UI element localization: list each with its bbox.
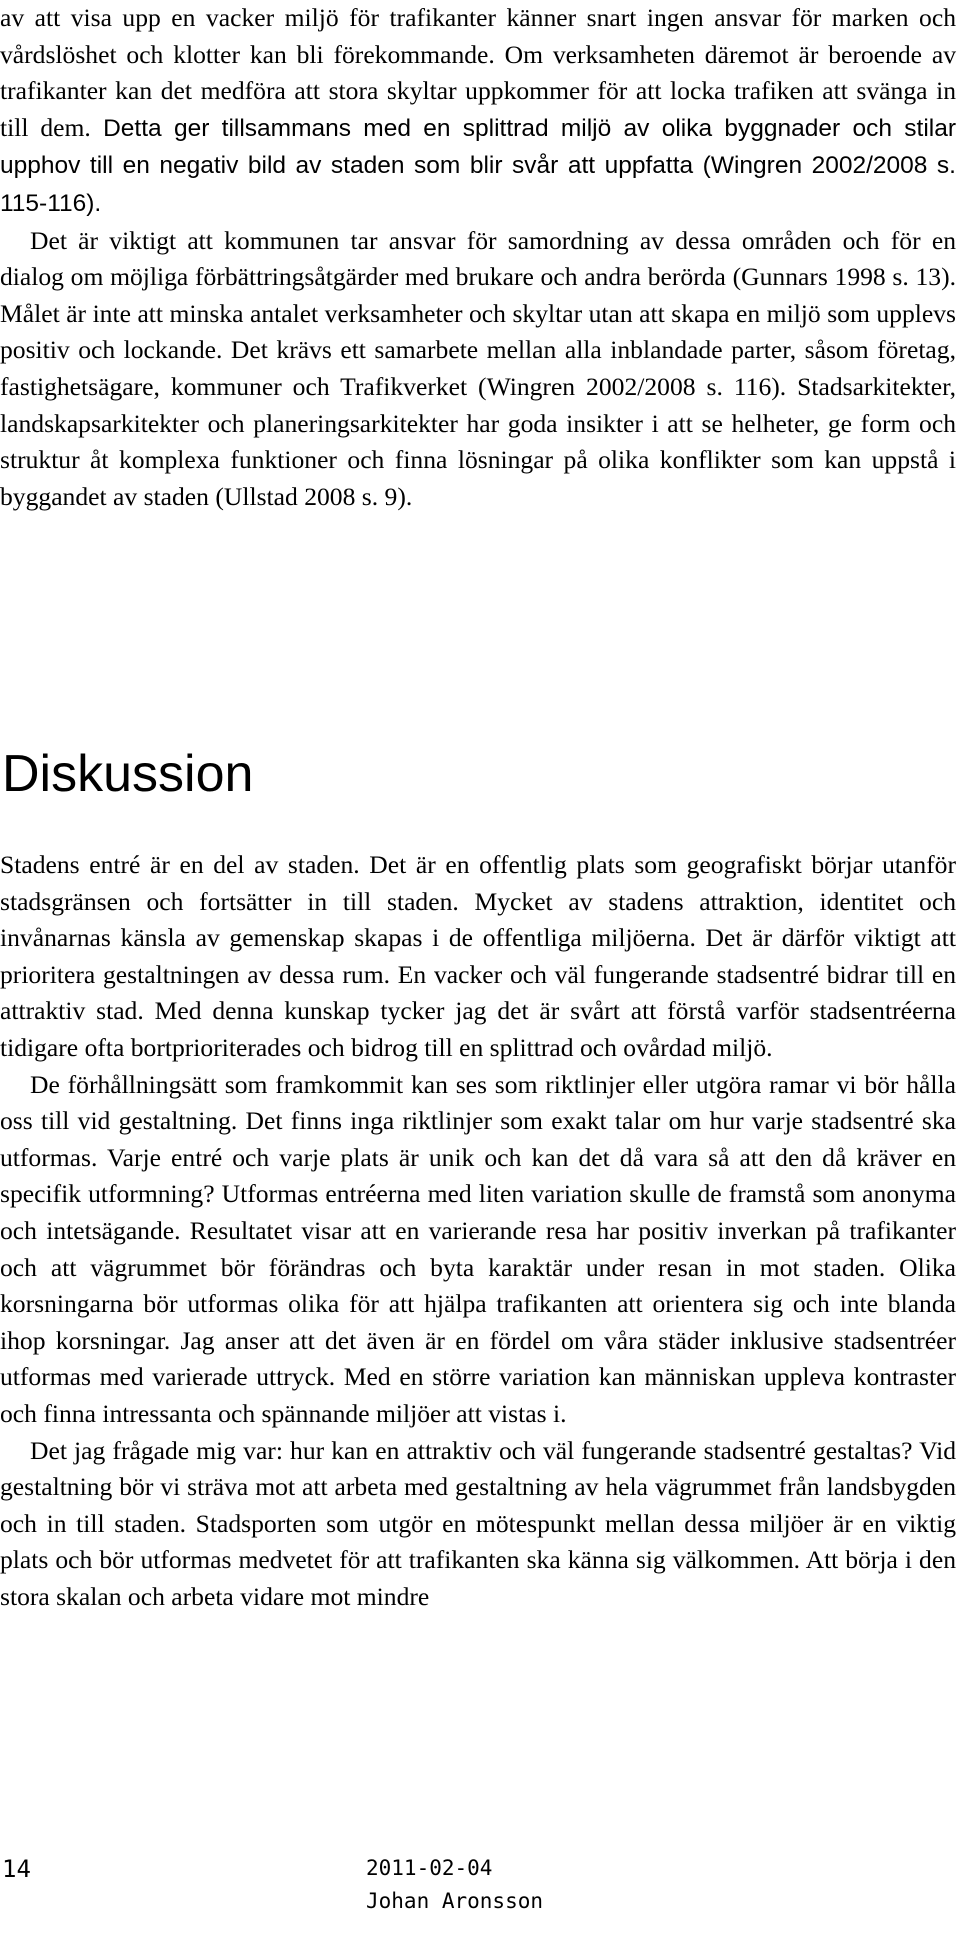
body-section-top [0,0,956,515]
paragraph: De förhållningsätt som framkommit kan ses som riktlinjer eller utgöra ramar vi bör hålla oss till vid gestaltning. Det finns inga riktlinjer som exakt talar om hur varje stadsentré ska utformas. Varje entré och varje plats är unik och kan det då vara så att den då kräver en specifik utformning? Utformas entréerna med liten variation skulle de framstå som anonyma och intetsägande. Resultatet visar att en varierande resa har positiv inverkan på trafikanter och att vägrummet bör förändras och byta karaktär under resan in mot staden. Olika korsningarna bör utformas olika för att hjälpa trafikanten att orientera sig och inte blanda ihop korsningar. Jag anser att det även är en fördel om våra städer inklusive stadsentréer utformas med varierade uttryck. Med en större variation kan människan uppleva kontraster och finna intressanta och spännande miljöer att vistas i. [0,1069,956,1428]
footer-date: 2011-02-04 [366,1856,493,1880]
paragraph: Det är viktigt att kommunen tar ansvar för samordning av dessa områden och för en dialog om möjliga förbättringsåtgärder med brukare och andra berörda (Gunnars 1998 s. 13). Målet är inte att minska antalet verksamheter och skyltar utan att skapa en miljö som upplevs positiv och lockande. Det krävs ett samarbete mellan alla inblandade parter, såsom företag, fastighetsägare, kommuner och Trafikverket (Wingren 2002/2008 s. 116). Stadsarkitekter, landskapsarkitekter och planeringsarkitekter har goda insikter i att se helheter, ge form och struktur åt komplexa funktioner och finna lösningar på olika konflikter som kan uppstå i byggandet av staden (Ullstad 2008 s. 9). [0,225,956,511]
paragraph-text: av att visa upp en vacker miljö för trafikanter känner snart ingen ansvar för marken och vårdslöshet och klotter kan bli förekommande. Om verksamheten däremot är beroende av trafikanter kan det medföra att stora skyltar uppkommer för att locka trafiken att svänga in till dem. [0,3,956,142]
footer-author: Johan Aronsson [366,1889,544,1913]
page-number: 14 [2,1855,31,1883]
section-heading: Diskussion [2,745,254,803]
paragraph-text-sans: Detta ger tillsammans med en splittrad miljö av olika byggnader och stilar upphov till en negativ bild av staden som blir svår att uppfatta (Wingren 2002/2008 s. 115-116). [0,114,956,217]
body-section-discussion [0,847,956,1615]
paragraph: Stadens entré är en del av staden. Det är en offentlig plats som geografiskt börjar utanför stadsgränsen och fortsätter in till staden. Mycket av stadens attraktion, identitet och invånarnas känsla av gemenskap skapas i de offentliga miljöerna. Det är därför viktigt att prioritera gestaltningen av dessa rum. En vacker och väl fungerande stadsentré bidrar till en attraktiv stad. Med denna kunskap tycker jag det är svårt att förstå varför stadsentréerna tidigare ofta bortprioriterades och bidrog till en splittrad och ovårdad miljö. [0,850,956,1062]
page-footer [0,1843,960,1943]
paragraph: Det jag frågade mig var: hur kan en attraktiv och väl fungerande stadsentré gestaltas? Vid gestaltning bör vi sträva mot att arbeta med gestaltning av hela vägrummet från landsbygden och in till staden. Stadsporten som utgör en mötespunkt mellan dessa miljöer är en viktig plats och bör utformas medvetet för att trafikanten ska känna sig välkommen. Att börja i den stora skalan och arbeta vidare mot mindre [0,1435,956,1611]
paragraph [0,0,956,223]
